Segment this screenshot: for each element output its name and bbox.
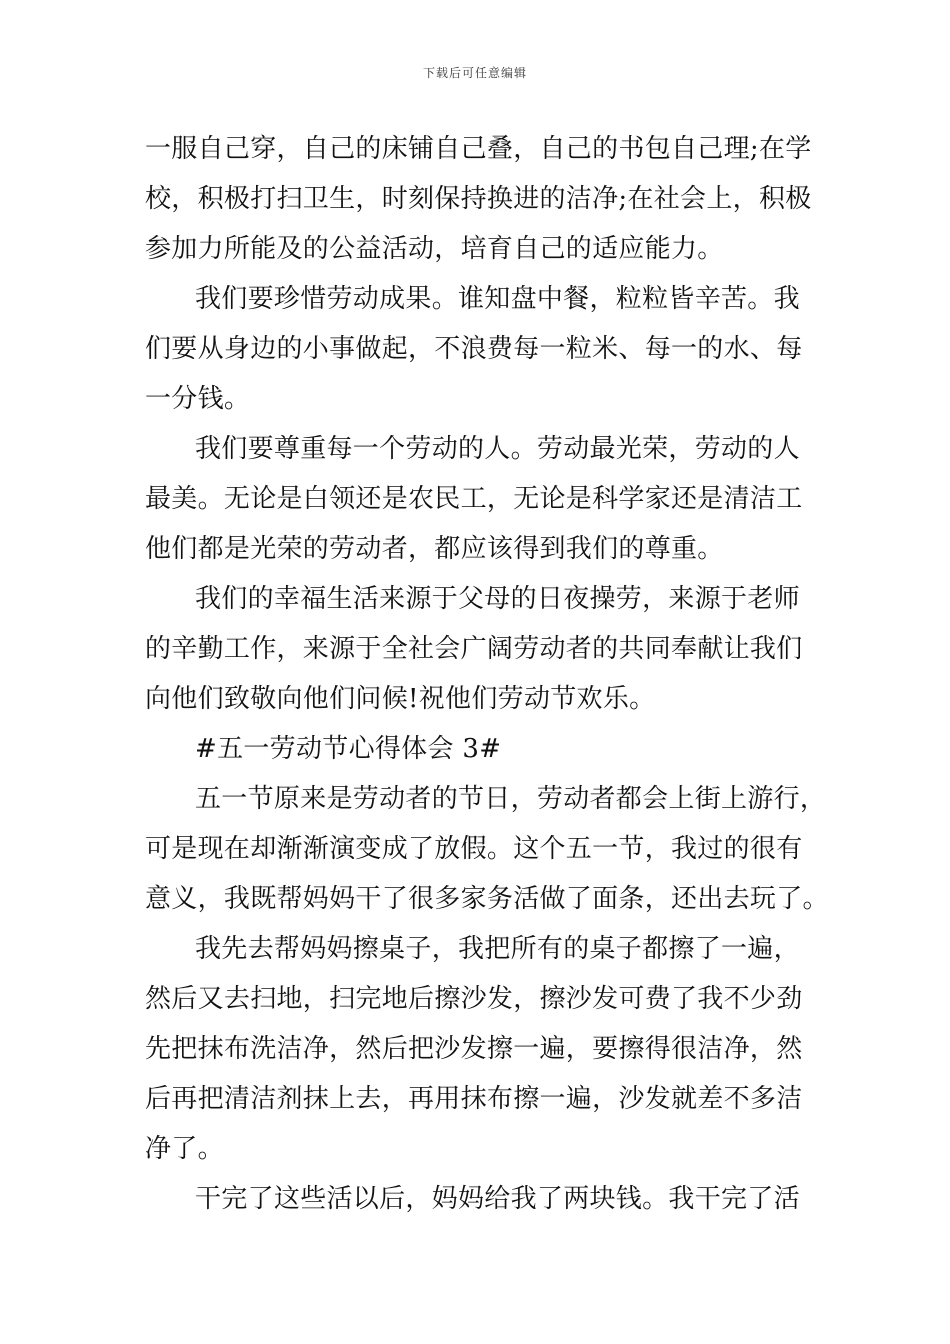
text-line: 然后又去扫地，扫完地后擦沙发，擦沙发可费了我不少劲 [145,984,803,1014]
text-line: 的辛勤工作，来源于全社会广阔劳动者的共同奉献让我们 [145,634,803,664]
text-line: 向他们致敬向他们问候!祝他们劳动节欢乐。 [145,684,656,714]
text-line: 最美。无论是白领还是农民工，无论是科学家还是清洁工 [145,484,803,514]
text-line: 校，积极打扫卫生，时刻保持换进的洁净;在社会上，积极 [145,184,812,214]
text-line: 一服自己穿，自己的床铺自己叠，自己的书包自己理;在学 [145,134,812,164]
text-line: 我们要尊重每一个劳动的人。劳动最光荣，劳动的人 [195,434,800,464]
text-line: 他们都是光荣的劳动者，都应该得到我们的尊重。 [145,534,724,564]
text-line: 一分钱。 [145,384,251,414]
text-line: 后再把清洁剂抹上去，再用抹布擦一遍，沙发就差不多洁 [145,1084,803,1114]
text-line: 参加力所能及的公益活动，培育自己的适应能力。 [145,234,724,264]
text-line: 可是现在却渐渐演变成了放假。这个五一节，我过的很有 [145,834,803,864]
text-line: 我先去帮妈妈擦桌子，我把所有的桌子都擦了一遍， [195,934,800,964]
text-line: 五一节原来是劳动者的节日，劳动者都会上街上游行， [195,784,827,814]
text-line: #五一劳动节心得体会 3# [195,734,502,764]
text-line: 意义，我既帮妈妈干了很多家务活做了面条，还出去玩了。 [145,884,829,914]
text-line: 们要从身边的小事做起，不浪费每一粒米、每一的水、每 [145,334,803,364]
page-header: 下载后可任意编辑 [422,66,527,80]
document-body [145,124,829,1224]
text-line: 净了。 [145,1134,224,1164]
text-line: 我们的幸福生活来源于父母的日夜操劳，来源于老师 [195,584,800,614]
text-line: 我们要珍惜劳动成果。谁知盘中餐，粒粒皆辛苦。我 [195,284,800,314]
text-line: 干完了这些活以后，妈妈给我了两块钱。我干完了活 [195,1184,800,1214]
text-line: 先把抹布洗洁净，然后把沙发擦一遍，要擦得很洁净，然 [145,1034,803,1064]
